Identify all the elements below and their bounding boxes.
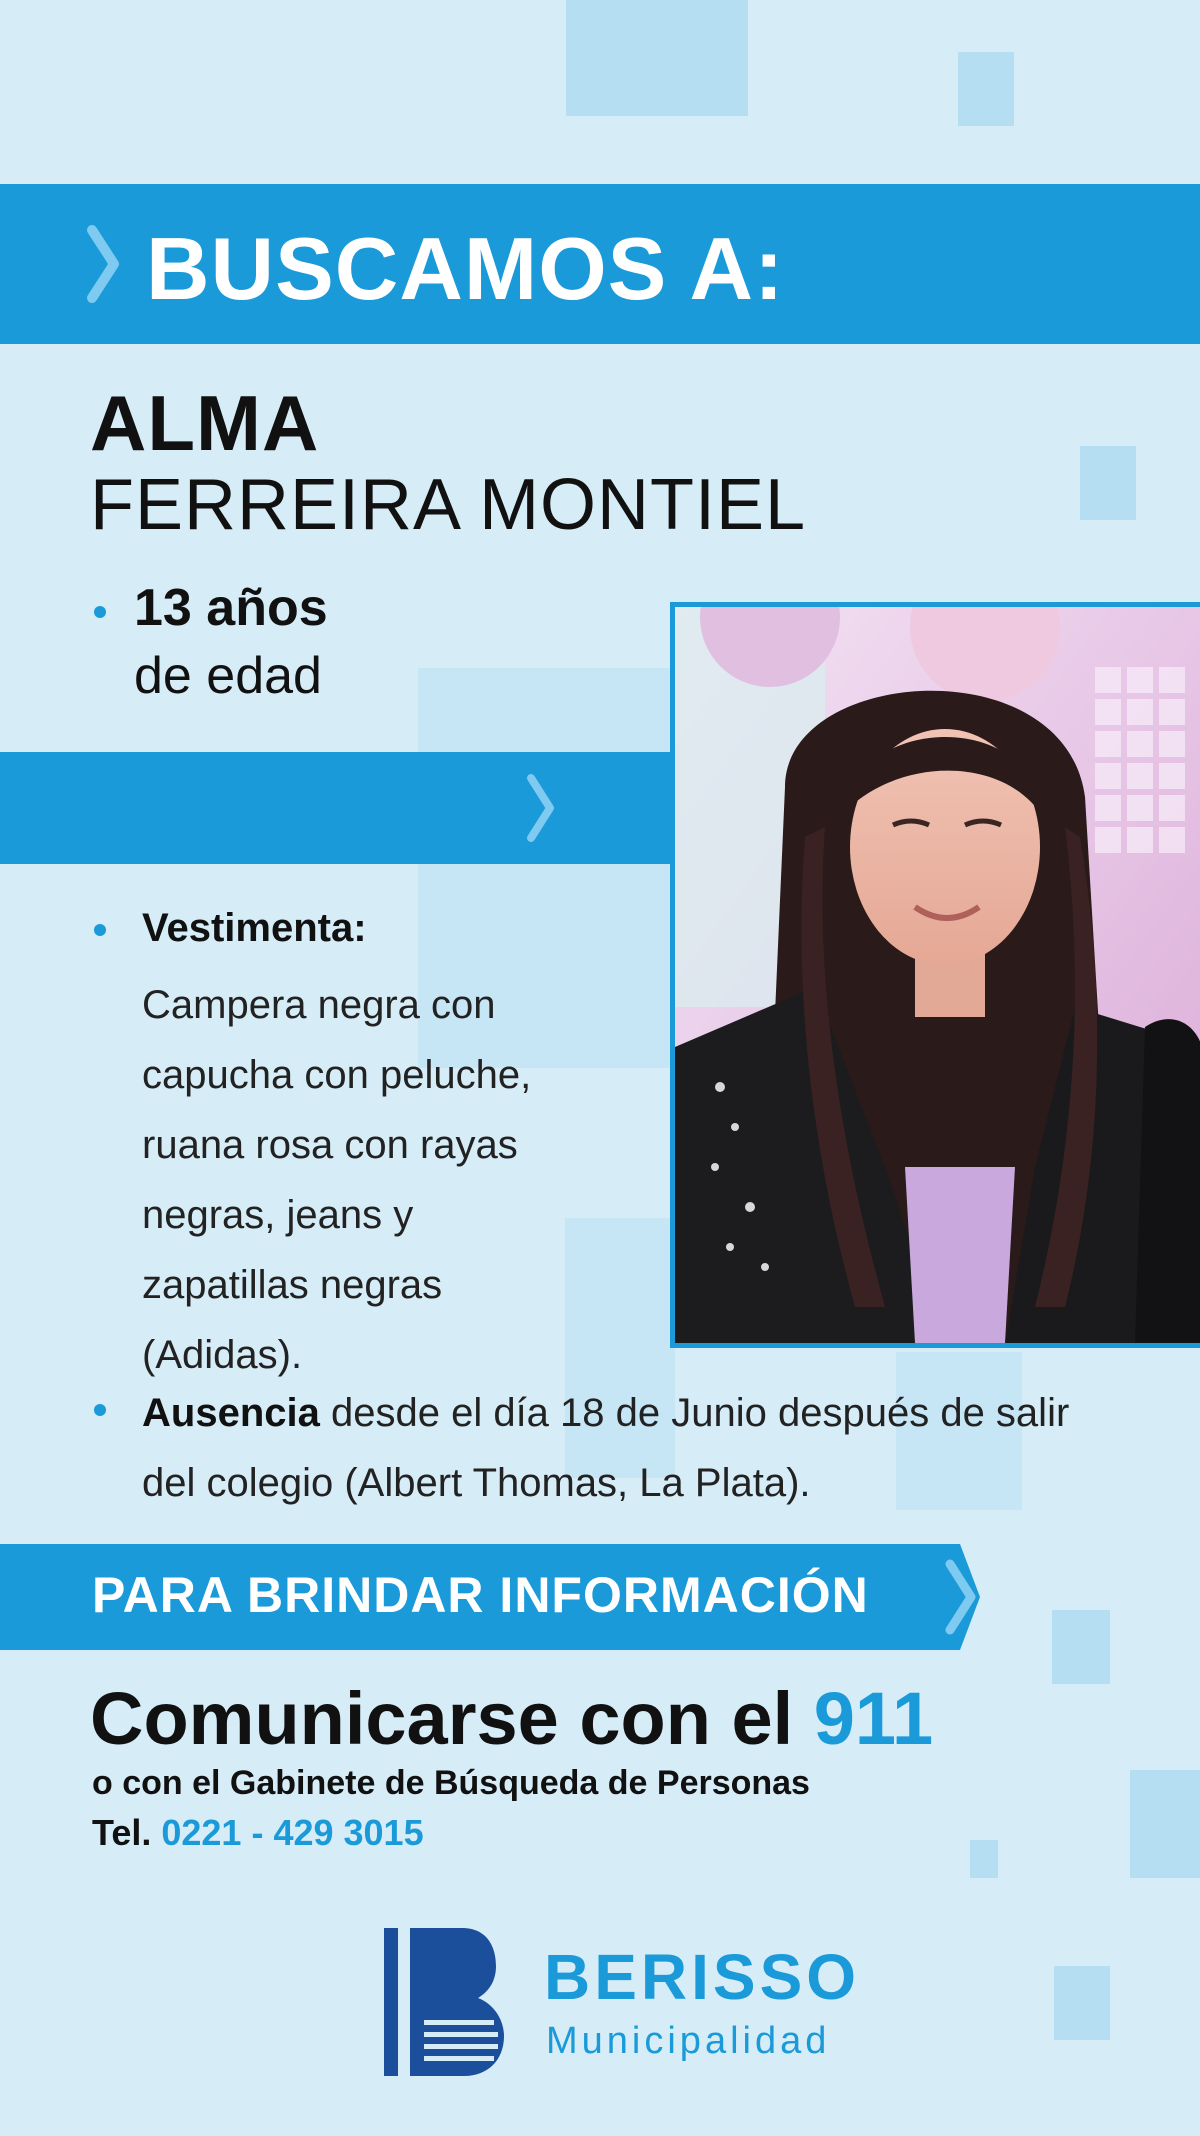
tel-prefix: Tel. — [92, 1812, 162, 1853]
chevron-right-icon — [526, 772, 556, 844]
emergency-number[interactable]: 911 — [813, 1677, 934, 1760]
clothing-line: ruana rosa con rayas — [142, 1123, 518, 1167]
clothing-line: Campera negra con — [142, 983, 496, 1027]
clothing-line: negras, jeans y — [142, 1193, 414, 1237]
berisso-logo-icon — [384, 1928, 504, 2076]
divider-banner — [0, 752, 672, 864]
absence-info — [142, 1378, 1082, 1518]
clothing-line: (Adidas). — [142, 1333, 303, 1377]
clothing-line: capucha con peluche, — [142, 1053, 532, 1097]
bullet-icon — [94, 1404, 106, 1416]
decor-square — [970, 1840, 998, 1878]
alt-contact-text: o con el Gabinete de Búsqueda de Personas — [92, 1764, 810, 1802]
decor-square — [566, 0, 748, 116]
bullet-icon — [94, 606, 106, 618]
phone-number[interactable]: 0221 - 429 3015 — [161, 1812, 424, 1853]
phone-line — [92, 1812, 424, 1854]
clothing-line: zapatillas negras — [142, 1263, 443, 1307]
age-unit: de edad — [134, 647, 322, 705]
clothing-description — [142, 970, 662, 1390]
call-prefix: Comunicarse con el — [90, 1677, 814, 1760]
decor-square — [1054, 1966, 1110, 2040]
info-banner-text: PARA BRINDAR INFORMACIÓN — [92, 1567, 869, 1623]
decor-square — [958, 52, 1014, 126]
chevron-right-icon — [86, 224, 122, 304]
missing-person-photo — [670, 602, 1200, 1348]
decor-square — [1130, 1770, 1200, 1878]
logo-name: BERISSO — [544, 1941, 861, 2013]
absence-text: desde el día 18 de Junio después de salir del colegio (Albert Thomas, La Plata). — [142, 1391, 1070, 1505]
age-value: 13 años — [134, 579, 328, 637]
page-title: BUSCAMOS A: — [146, 219, 785, 318]
absence-label: Ausencia — [142, 1391, 320, 1435]
chevron-right-icon — [944, 1558, 978, 1636]
clothing-label: Vestimenta: — [142, 906, 367, 950]
decor-square — [1052, 1610, 1110, 1684]
first-name: ALMA — [90, 379, 320, 467]
bullet-icon — [94, 924, 106, 936]
logo-subtitle: Municipalidad — [546, 2020, 831, 2062]
last-name: FERREIRA MONTIEL — [90, 465, 807, 545]
decor-square — [1080, 446, 1136, 520]
call-instruction — [90, 1676, 933, 1761]
